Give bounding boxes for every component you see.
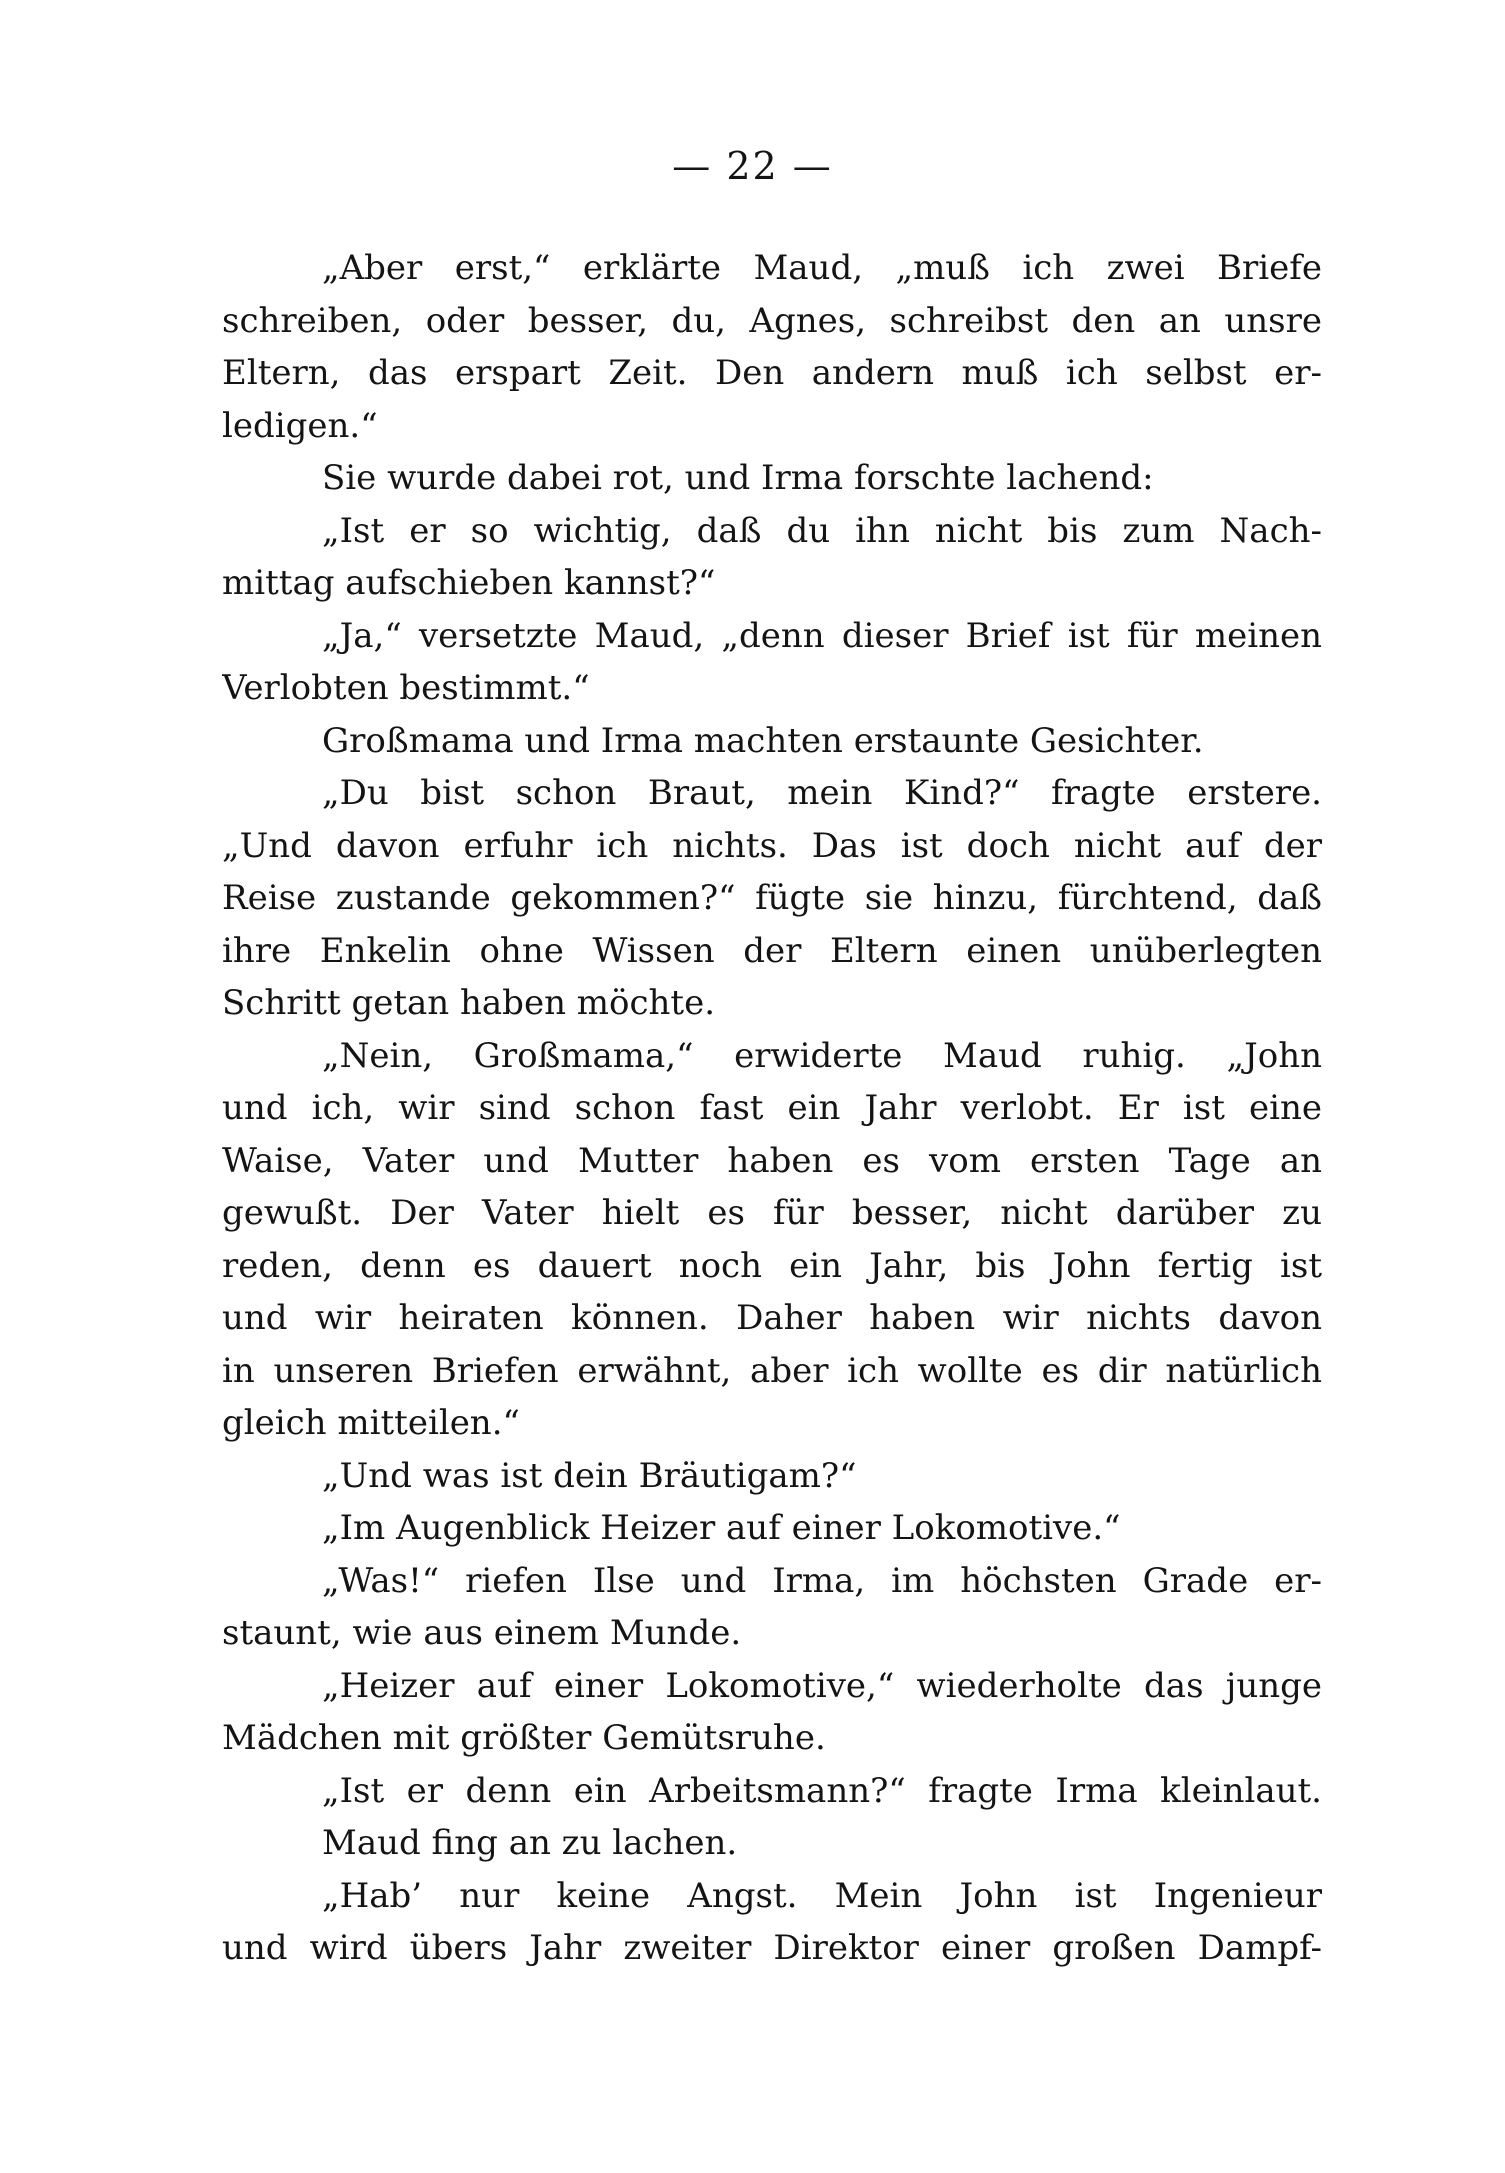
text-line: „Ist er denn ein Arbeitsmann?“ fragte Irma kleinlaut. [322,1770,1322,1811]
text-line: schreiben, oder besser, du, Agnes, schreibst den an unsre [222,300,1322,341]
text-line: Schritt getan haben möchte. [222,983,716,1023]
body-text [222,242,1322,1975]
text-line: „Heizer auf einer Lokomotive,“ wiederholte das junge [322,1665,1322,1706]
text-line: „Was!“ riefen Ilse und Irma, im höchsten Grade er- [322,1560,1322,1601]
text-line: Reise zustande gekommen?“ fügte sie hinzu, fürchtend, daß [222,878,1322,918]
text-line: mittag aufschieben kannst?“ [222,563,716,603]
text-line: ihre Enkelin ohne Wissen der Eltern einen unüberlegten [222,930,1322,971]
text-line: gleich mitteilen.“ [222,1403,520,1443]
text-line: Verlobten bestimmt.“ [222,668,590,708]
text-line: „Ist er so wichtig, daß du ihn nicht bis zum Nach- [322,510,1322,551]
text-line: in unseren Briefen erwähnt, aber ich wollte es dir natürlich [222,1350,1322,1391]
text-line: Eltern, das erspart Zeit. Den andern muß ich selbst er- [222,353,1322,393]
text-line: „Und davon erfuhr ich nichts. Das ist doch nicht auf der [222,825,1322,866]
text-line: „Und was ist dein Bräutigam?“ [322,1455,857,1496]
text-line: „Im Augenblick Heizer auf einer Lokomotive.“ [322,1508,1121,1548]
text-line: und wird übers Jahr zweiter Direktor einer großen Dampf- [222,1928,1322,1968]
text-line: staunt, wie aus einem Munde. [222,1613,742,1653]
text-line: reden, denn es dauert noch ein Jahr, bis John fertig ist [222,1245,1322,1286]
text-line: Waise, Vater und Mutter haben es vom ersten Tage an [222,1140,1322,1181]
text-line: Maud fing an zu lachen. [322,1823,738,1863]
text-line: „Ja,“ versetzte Maud, „denn dieser Brief ist für meinen [322,615,1322,656]
text-line: gewußt. Der Vater hielt es für besser, nicht darüber zu [222,1193,1322,1233]
text-line: Sie wurde dabei rot, und Irma forschte lachend: [322,458,1154,498]
text-line: „Aber erst,“ erklärte Maud, „muß ich zwei Briefe [322,248,1322,288]
text-line: und wir heiraten können. Daher haben wir nichts davon [222,1298,1322,1338]
page-number: — 22 — [672,144,833,188]
text-line: „Nein, Großmama,“ erwiderte Maud ruhig. „John [322,1035,1322,1076]
text-line: Großmama und Irma machten erstaunte Gesichter. [322,720,1204,761]
text-line: Mädchen mit größter Gemütsruhe. [222,1718,826,1758]
text-line: ledigen.“ [222,405,378,446]
text-line: und ich, wir sind schon fast ein Jahr verlobt. Er ist eine [222,1088,1322,1128]
text-line: „Hab’ nur keine Angst. Mein John ist Ingenieur [322,1875,1322,1916]
text-line: „Du bist schon Braut, mein Kind?“ fragte erstere. [322,773,1322,813]
